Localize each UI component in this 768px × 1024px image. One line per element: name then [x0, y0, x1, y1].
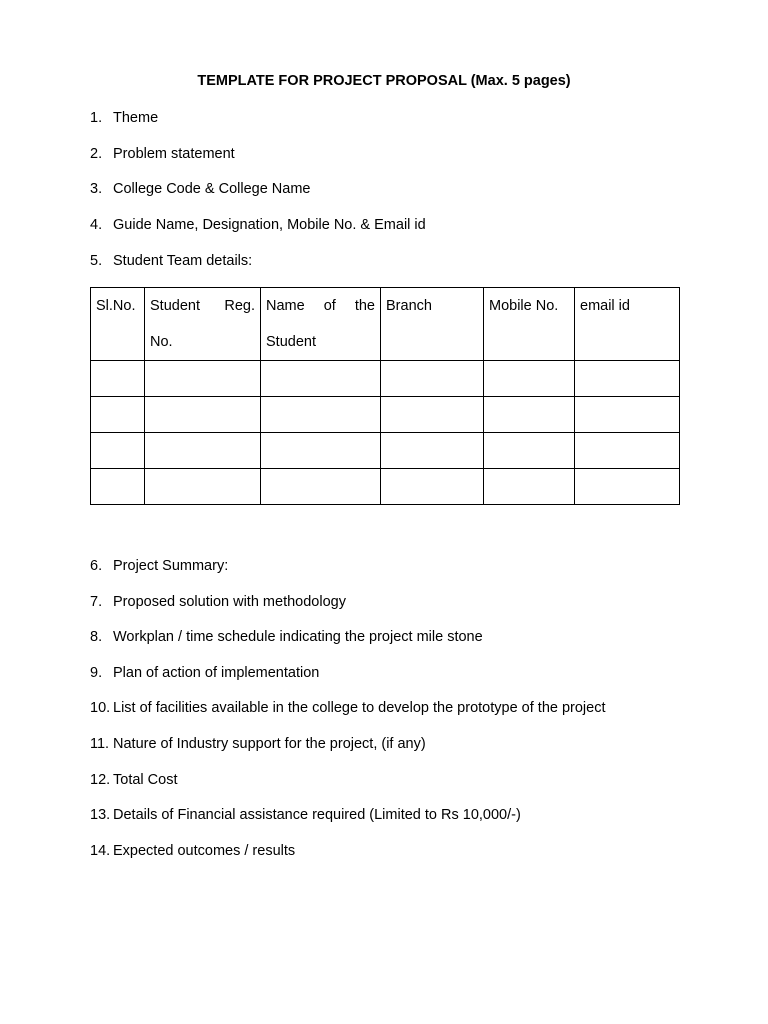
item-label: Total Cost: [113, 772, 178, 788]
item-label: Workplan / time schedule indicating the project mile stone: [113, 629, 483, 645]
item-label: Project Summary:: [113, 558, 229, 574]
list-item-facilities: [90, 699, 606, 717]
item-label: Problem statement: [113, 146, 235, 162]
table-cell: [381, 397, 484, 433]
item-number: 13.: [90, 807, 111, 823]
list-item-college: [90, 180, 310, 198]
item-label: Proposed solution with methodology: [113, 594, 346, 610]
table-cell: [575, 397, 680, 433]
item-number: 11.: [90, 736, 110, 752]
item-label: Plan of action of implementation: [113, 665, 320, 681]
student-team-table: [90, 287, 680, 505]
list-item-expected-outcomes: [90, 842, 295, 860]
list-item-team-details: [90, 252, 252, 270]
table-cell: [145, 361, 261, 397]
table-cell: [484, 361, 575, 397]
item-number: 12.: [90, 772, 111, 788]
table-header-row: [91, 288, 680, 361]
list-item-financial-assistance: [90, 806, 521, 824]
column-header-branch: Branch: [381, 288, 484, 361]
table-row: [91, 433, 680, 469]
list-item-problem-statement: [90, 145, 235, 163]
table-cell: [91, 361, 145, 397]
item-label: Details of Financial assistance required (Limited to Rs 10,000/-): [113, 807, 521, 823]
item-number: 9.: [90, 665, 103, 681]
table-cell: [261, 361, 381, 397]
list-item-guide: [90, 216, 426, 234]
list-item-total-cost: [90, 771, 177, 789]
table-cell: [91, 397, 145, 433]
item-number: 3.: [90, 181, 103, 197]
table-cell: [484, 397, 575, 433]
table-cell: [381, 469, 484, 505]
item-number: 5.: [90, 253, 103, 269]
column-header-student-name: Name of the Student: [261, 288, 381, 361]
list-item-project-summary: [90, 557, 228, 575]
table-cell: [575, 469, 680, 505]
item-number: 10.: [90, 700, 111, 716]
table-cell: [381, 361, 484, 397]
table-row: [91, 469, 680, 505]
table-cell: [484, 433, 575, 469]
table-cell: [261, 433, 381, 469]
table-cell: [484, 469, 575, 505]
table-cell: [381, 433, 484, 469]
list-item-theme: [90, 109, 158, 127]
table-cell: [145, 397, 261, 433]
item-number: 7.: [90, 594, 103, 610]
item-number: 6.: [90, 558, 103, 574]
item-label: Student Team details:: [113, 253, 253, 269]
list-item-proposed-solution: [90, 593, 346, 611]
item-label: Expected outcomes / results: [113, 843, 296, 859]
item-label: List of facilities available in the college to develop the prototype of the project: [113, 700, 606, 716]
item-label: Theme: [113, 110, 159, 126]
table-cell: [261, 469, 381, 505]
table-cell: [145, 433, 261, 469]
table-cell: [91, 469, 145, 505]
table-cell: [575, 433, 680, 469]
table-cell: [575, 361, 680, 397]
list-item-industry-support: [90, 735, 426, 753]
item-number: 1.: [90, 110, 103, 126]
item-label: College Code & College Name: [113, 181, 311, 197]
list-item-workplan: [90, 628, 483, 646]
table-cell: [145, 469, 261, 505]
item-label: Nature of Industry support for the project, (if any): [113, 736, 426, 752]
column-header-mobile: Mobile No.: [484, 288, 575, 361]
column-header-sl-no: Sl.No.: [91, 288, 145, 361]
table-row: [91, 397, 680, 433]
column-header-email: email id: [575, 288, 680, 361]
item-label: Guide Name, Designation, Mobile No. & Email id: [113, 217, 426, 233]
item-number: 2.: [90, 146, 103, 162]
item-number: 14.: [90, 843, 111, 859]
table-cell: [91, 433, 145, 469]
item-number: 8.: [90, 629, 103, 645]
table-row: [91, 361, 680, 397]
column-header-reg-no: Student Reg. No.: [145, 288, 261, 361]
list-item-plan-of-action: [90, 664, 319, 682]
table-cell: [261, 397, 381, 433]
item-number: 4.: [90, 217, 103, 233]
document-title: TEMPLATE FOR PROJECT PROPOSAL (Max. 5 pages): [197, 73, 571, 89]
